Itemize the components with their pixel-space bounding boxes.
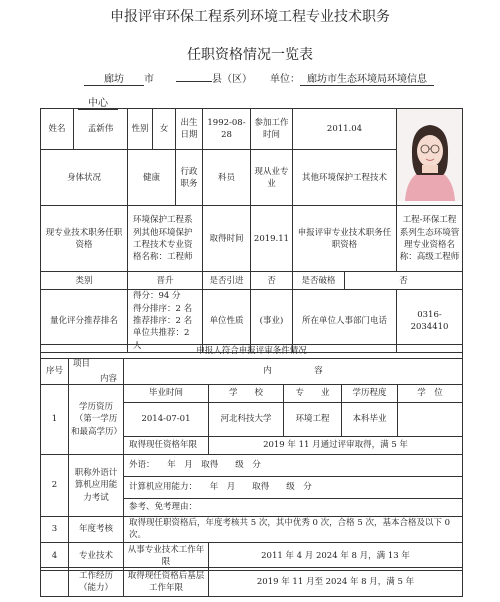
introduced-value: 否 xyxy=(251,272,293,290)
h-degree: 学 位 xyxy=(398,385,463,403)
since-label: 取得现任资格年限 xyxy=(124,437,209,455)
degree xyxy=(398,403,463,437)
phone-label: 所在单位人事部门电话 xyxy=(293,290,397,353)
score-label: 量化评分推荐排名 xyxy=(41,290,128,353)
unit-value-2: 中心 xyxy=(78,94,118,110)
exception-label: 是否破格 xyxy=(293,272,345,290)
header-county xyxy=(176,70,252,85)
work-start-label: 参加工作时间 xyxy=(251,109,293,150)
score-block xyxy=(128,290,203,353)
degree-type: 本科毕业 xyxy=(342,403,398,437)
title-line-1: 申报评审环保工程系列环境工程专业技术职务 xyxy=(110,9,390,25)
gender-label: 性别 xyxy=(128,109,153,150)
row4-item: 专业技术 xyxy=(69,542,124,570)
rank-recommend: 推荐排序：2 名 xyxy=(133,315,193,326)
introduced-label: 是否引进 xyxy=(203,272,251,290)
unit-total: 单位共推荐：2 人 xyxy=(133,328,190,351)
conditions-table xyxy=(40,344,463,571)
rank-score: 得分排序：2 名 xyxy=(133,303,193,314)
row3-no: 3 xyxy=(41,517,69,543)
obtain-value: 2019.11 xyxy=(251,206,293,272)
school: 河北科技大学 xyxy=(209,403,284,437)
current-title-value: 环境保护工程系列其他环境保护工程技术专业资格名称：工程师 xyxy=(128,206,203,272)
col-item: 项目 xyxy=(73,359,91,370)
exempt-line: 参考、免考理由： xyxy=(124,499,463,517)
admin-label: 行政职务 xyxy=(176,150,203,206)
unit-value-1: 廊坊市生态环境局环境信息 xyxy=(300,70,434,86)
work-start-value: 2011.04 xyxy=(293,109,397,150)
health-value: 健康 xyxy=(128,150,176,206)
h-grad-time: 毕业时间 xyxy=(124,385,209,403)
current-title-label: 现专业技术职务任职资格 xyxy=(41,206,128,272)
applicant-photo xyxy=(397,109,462,205)
row4-no: 4 xyxy=(41,542,69,570)
col-no: 序号 xyxy=(41,359,69,385)
col-detail: 内 容 xyxy=(124,359,463,385)
name-label: 姓名 xyxy=(41,109,74,150)
admin-value: 科员 xyxy=(203,150,251,206)
major-value: 其他环境保护工程技术 xyxy=(293,150,397,206)
work-experience-table xyxy=(40,567,463,597)
header-unit xyxy=(270,70,434,86)
grad-time: 2014-07-01 xyxy=(124,403,209,437)
unit-label: 单位： xyxy=(270,74,300,85)
apply-value: 工程-环保工程系列生态环境管理专业资格名称：高级工程师 xyxy=(397,206,463,272)
exception-value: 否 xyxy=(345,272,463,290)
phone-value: 0316-2034410 xyxy=(397,290,463,353)
foreign-line: 外语： 年 月 取得 级 分 xyxy=(124,455,463,477)
row5-label: 取得现任资格后基层工作年限 xyxy=(124,568,209,597)
row3-text: 取得现任职资格后，年度考核共 5 次，其中优秀 0 次，合格 5 次，基本合格及以下 0 次。 xyxy=(124,517,463,543)
row5-no xyxy=(41,568,69,597)
unit-nature-label: 单位性质 xyxy=(203,290,251,353)
row4-label: 从事专业技术工作年限 xyxy=(124,542,209,570)
row5-text: 2019 年 11 月至 2024 年 8 月，满 5 年 xyxy=(209,568,463,597)
h-degree-type: 学历程度 xyxy=(342,385,398,403)
col-content: 内容 xyxy=(99,373,117,384)
row2-no: 2 xyxy=(41,455,69,517)
category-label: 类别 xyxy=(41,272,128,290)
row3-item: 年度考核 xyxy=(69,517,124,543)
since-value: 2019 年 11 月通过评审取得，满 5 年 xyxy=(209,437,463,455)
basic-info-table xyxy=(40,108,463,353)
row5-item: 工作经历（能力） xyxy=(69,568,124,597)
major-label: 现从业专业 xyxy=(251,150,293,206)
row1-no: 1 xyxy=(41,385,69,455)
health-label: 身体状况 xyxy=(41,150,128,206)
name-value: 孟新伟 xyxy=(74,109,128,150)
major: 环境工程 xyxy=(284,403,342,437)
apply-label: 申报评审专业技术职务任职资格 xyxy=(293,206,397,272)
title-line-2: 任职资格情况一览表 xyxy=(187,47,313,63)
birth-value: 1992-08-28 xyxy=(203,109,251,150)
section-title: 申报人符合申报评审条件情况 xyxy=(41,345,463,359)
city-value: 廊坊 xyxy=(84,70,144,86)
h-school: 学 校 xyxy=(209,385,284,403)
photo-cell xyxy=(397,109,463,206)
category-value: 晋升 xyxy=(128,272,203,290)
row1-item: 学历资历（第一学历和最高学历） xyxy=(69,385,124,455)
obtain-label: 取得时间 xyxy=(203,206,251,272)
city-suffix: 市 xyxy=(144,74,154,85)
gender-value: 女 xyxy=(153,109,176,150)
col-header-diagonal xyxy=(69,359,124,385)
header-city xyxy=(84,70,154,86)
county-suffix: 县（区） xyxy=(212,74,252,85)
birth-label: 出生日期 xyxy=(176,109,203,150)
row4-text: 2011 年 4 月 2024 年 8 月，满 13 年 xyxy=(209,542,463,570)
unit-nature-value: (事业) xyxy=(251,290,293,353)
score-value: 得分：94 分 xyxy=(133,291,181,302)
row2-item: 职称外语计算机应用能力考试 xyxy=(69,455,124,517)
county-value xyxy=(176,81,212,82)
computer-line: 计算机应用能力： 年 月 取得 级 分 xyxy=(124,477,463,499)
h-major: 专 业 xyxy=(284,385,342,403)
